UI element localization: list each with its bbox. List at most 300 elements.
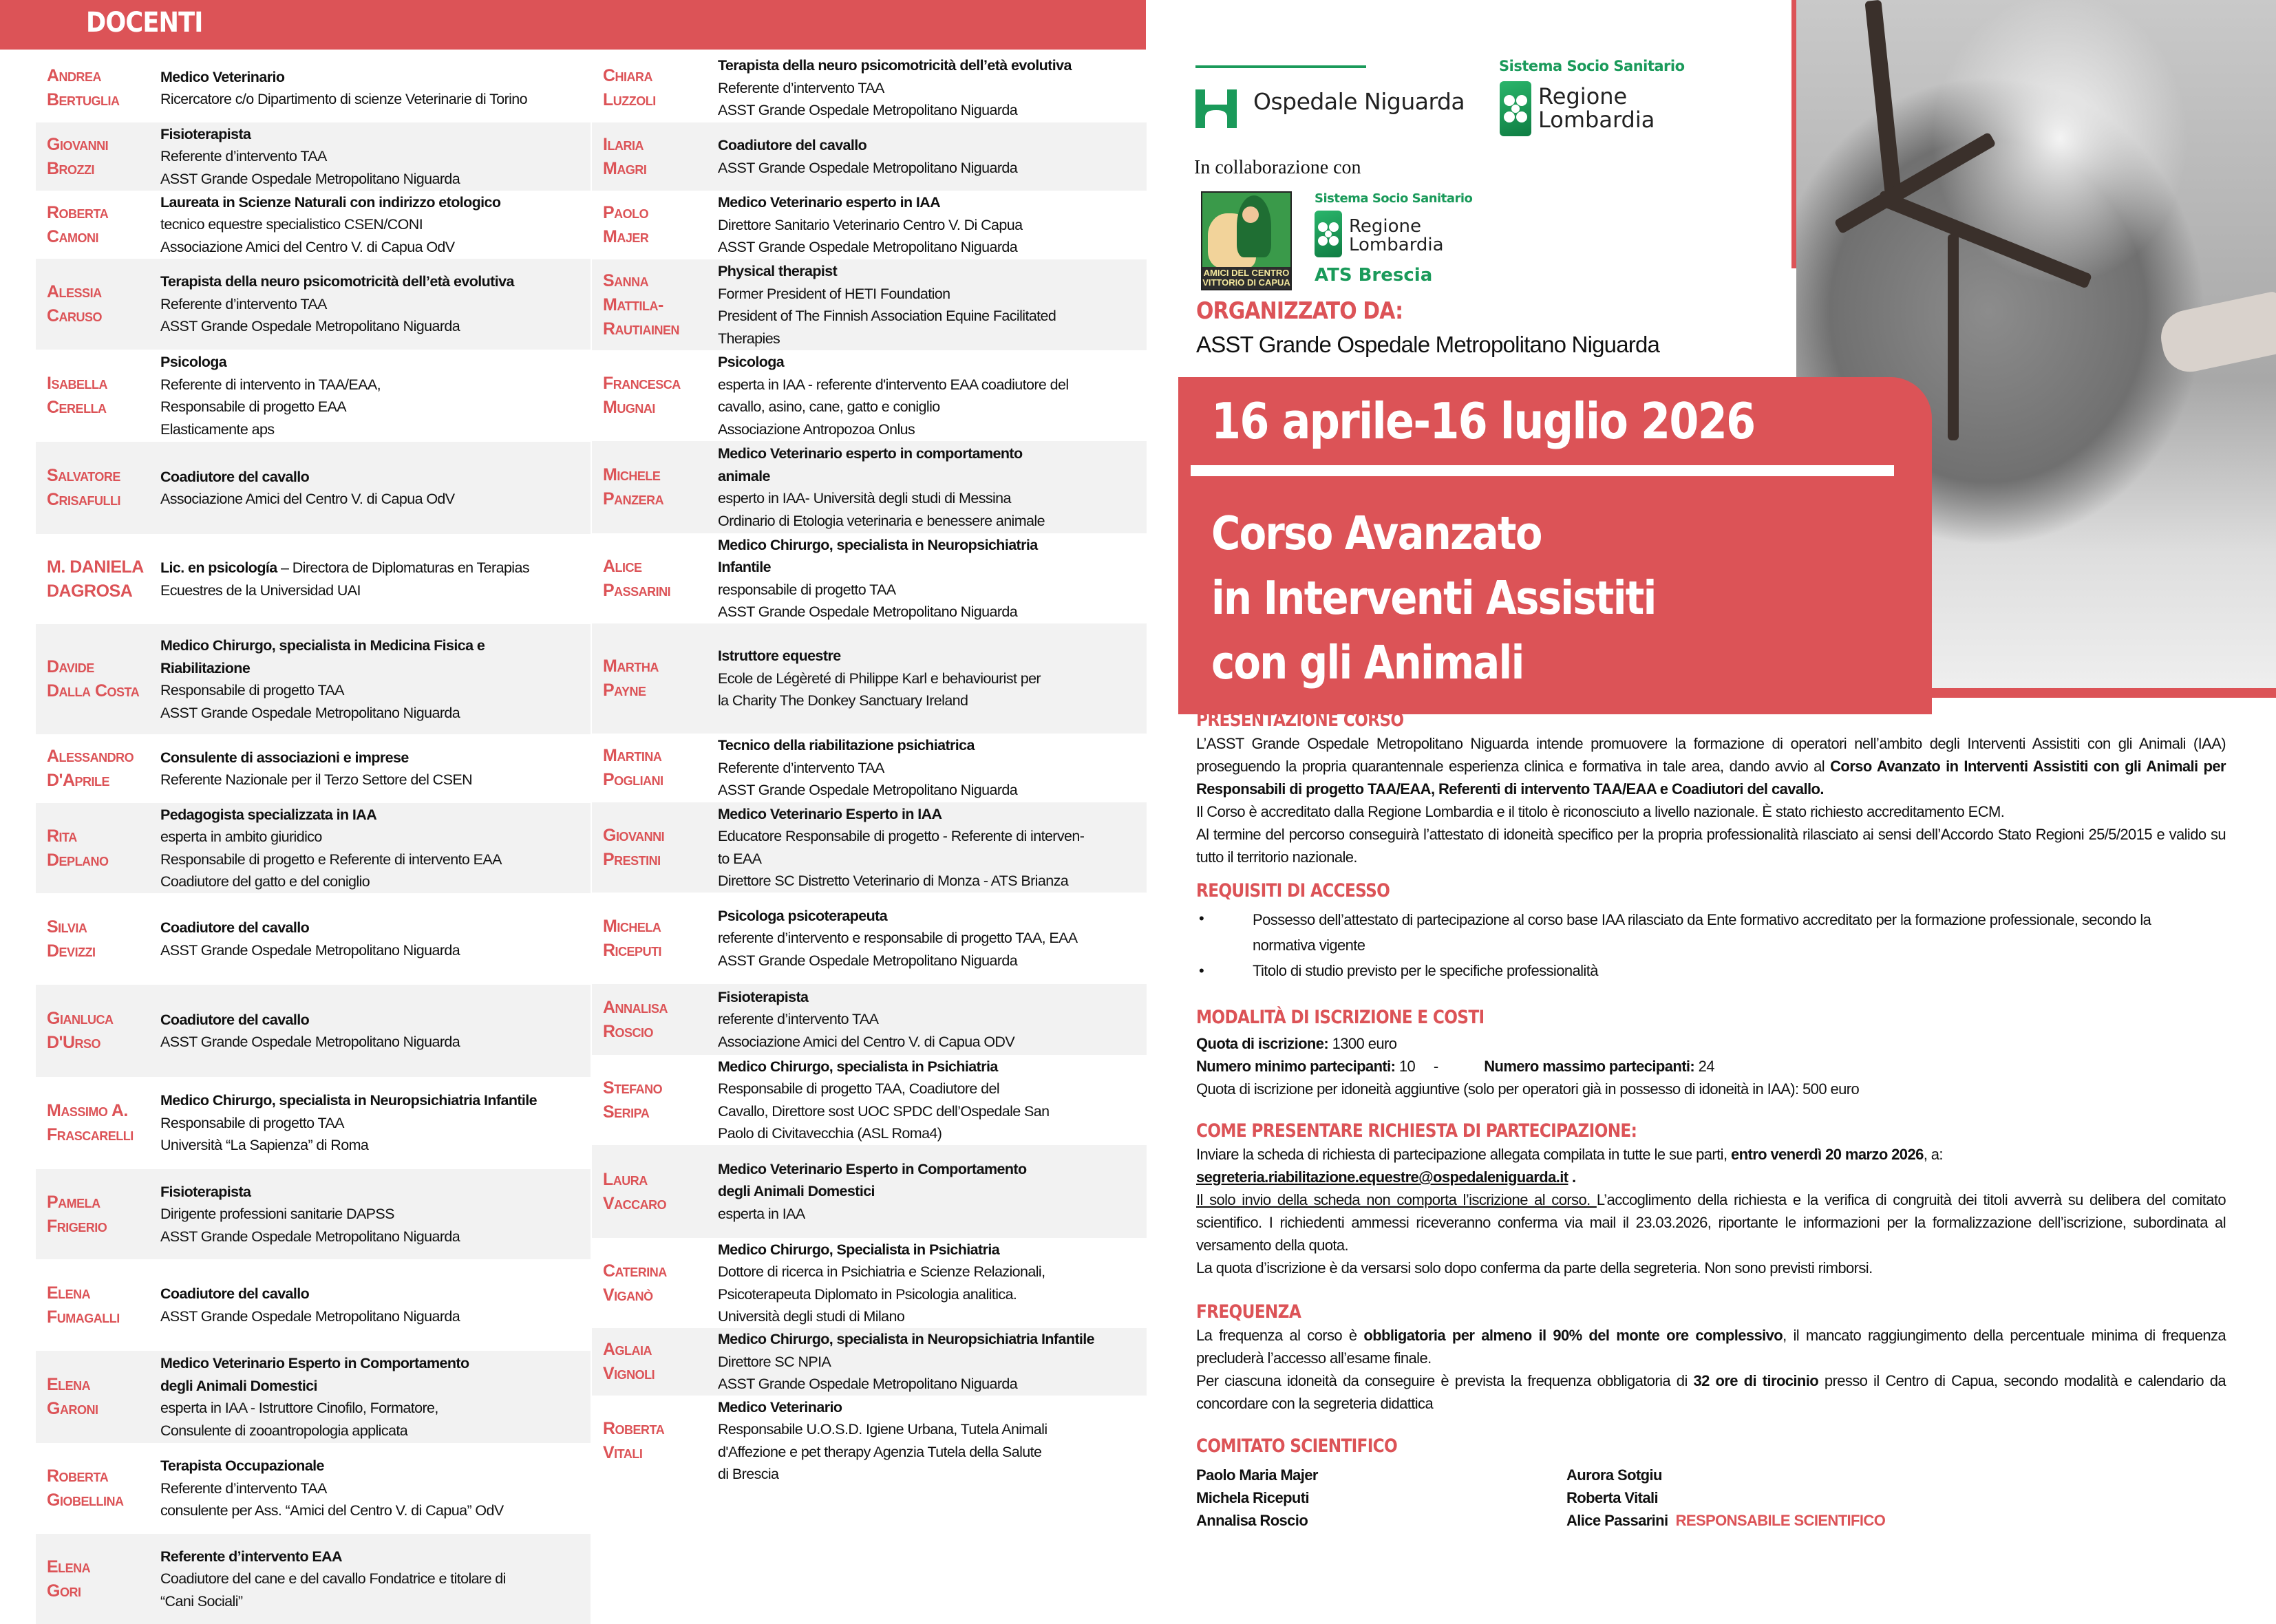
docente-role: Fisioterapista <box>160 125 251 142</box>
docente-last-name-2: Rautiainen <box>603 319 680 339</box>
docente-name <box>592 1259 718 1307</box>
docente-name <box>36 280 160 328</box>
photo-divider <box>1791 0 1796 268</box>
docente-description <box>718 1158 1147 1226</box>
docente-role-suffix: – Directora de Diplomaturas en Terapias <box>277 559 529 576</box>
docente-first-name: Elena <box>47 1557 91 1577</box>
docente-detail: Coadiutore del gatto e del coniglio <box>160 873 370 890</box>
section-presentazione <box>1196 709 2226 868</box>
docente-description <box>718 351 1147 440</box>
docente-role: Fisioterapista <box>718 988 809 1005</box>
docente-first-name: Elena <box>47 1375 91 1394</box>
docente-detail: Cavallo, Direttore sost UOC SPDC dell’Ospedale San <box>718 1102 1050 1120</box>
participants-line <box>1196 1055 2226 1078</box>
docente-description <box>160 270 591 338</box>
requisiti-item <box>1196 959 2226 982</box>
docente-detail: Responsabile U.O.S.D. Igiene Urbana, Tutela Animali <box>718 1421 1047 1438</box>
docente-detail: Associazione Antropozoa Onlus <box>718 420 915 438</box>
docente-last-name: Crisafulli <box>47 490 121 509</box>
docente-detail: Ecuestres de la Universidad UAI <box>160 581 361 599</box>
docente-detail: ASST Grande Ospedale Metropolitano Niguarda <box>718 603 1018 620</box>
docente-last-name: Roscio <box>603 1021 654 1041</box>
docente-first-name: Giovanni <box>603 825 665 845</box>
docente-row <box>592 623 1147 734</box>
docente-first-name: Isabella <box>47 374 107 393</box>
docente-last-name: Brozzi <box>47 158 95 178</box>
docente-detail: Referente d’intervento TAA <box>160 1479 327 1497</box>
richiesta-heading: COME PRESENTARE RICHIESTA DI PARTECIPAZIONE: <box>1196 1120 1637 1142</box>
max-participants-value: 24 <box>1694 1058 1714 1075</box>
docente-name <box>36 1007 160 1055</box>
presentazione-text: L’ASST Grande Ospedale Metropolitano Niguarda intende promuovere la formazione di operatori nell’ambito degli Interventi Assistiti con gli Animali (IAA) proseguendo la propria quarantennale esperienza clinica e formativa in tale area, dando avvio al <box>1196 735 2226 775</box>
docente-name <box>36 1373 160 1421</box>
sistema-socio-sanitario-text-2: Sistema Socio Sanitario <box>1315 191 1473 206</box>
docente-role: Consulente di associazioni e imprese <box>160 749 409 766</box>
docente-row <box>592 1055 1147 1145</box>
comitato-member: Paolo Maria Majer <box>1196 1466 1318 1484</box>
docente-detail: ASST Grande Ospedale Metropolitano Niguarda <box>718 159 1018 176</box>
richiesta-procedure: L’accoglimento della richiesta e la verifica di congruità dei titoli avverrà su delibera del comitato scientifico. I richiedenti ammessi riceveranno conferma via mail il 23.03.2026, riportante le informazioni per la formalizzazione dell’iscrizione, subordinata al versamento della quota. <box>1196 1191 2226 1254</box>
quota-line <box>1196 1032 2226 1055</box>
capua-logo-text <box>1202 267 1290 289</box>
docente-detail: Ecole de Légèreté di Philippe Karl e behaviourist per <box>718 670 1041 687</box>
docente-description <box>718 1239 1147 1328</box>
docente-name <box>36 1555 160 1603</box>
docente-description <box>160 917 591 961</box>
docente-first-name: Martha <box>603 656 659 676</box>
docente-detail: Dirigente professioni sanitarie DAPSS <box>160 1206 394 1223</box>
docente-first-name: Michela <box>603 916 661 936</box>
presentazione-paragraph-1 <box>1196 732 2226 800</box>
docente-description <box>160 1455 591 1522</box>
section-frequenza <box>1196 1301 2226 1415</box>
richiesta-paragraph-2 <box>1196 1188 2226 1257</box>
min-participants-label: Numero minimo partecipanti: <box>1196 1058 1396 1075</box>
docente-description <box>718 54 1147 122</box>
docente-description <box>718 442 1147 532</box>
hand <box>2156 290 2276 376</box>
docente-row <box>36 803 591 893</box>
docente-role-cont: degli Animali Domestici <box>718 1183 875 1200</box>
requisiti-item-text: Possesso dell’attestato di partecipazione al corso base IAA rilasciato da Ente formativo accreditato per la formazione professionale, secondo la normativa vigente <box>1253 911 2151 954</box>
docente-last-name: Mugnai <box>603 398 655 417</box>
richiesta-text: Inviare la scheda di richiesta di partecipazione allegata compilata in tutte le sue parti, <box>1196 1146 1731 1163</box>
frequenza-text-end: , il mancato raggiungimento della percentuale minima di frequenza precluderà l’accesso all’esame finale. <box>1196 1327 2226 1367</box>
docente-detail: ASST Grande Ospedale Metropolitano Niguarda <box>160 1307 460 1325</box>
email-link[interactable]: segreteria.riabilitazione.equestre@ospedaleniguarda.it <box>1196 1168 1568 1186</box>
course-title-box <box>1178 377 1932 714</box>
docente-detail: ASST Grande Ospedale Metropolitano Niguarda <box>160 704 460 721</box>
docente-role: Medico Veterinario esperto in comportamento <box>718 445 1023 462</box>
docente-last-name: Caruso <box>47 306 103 325</box>
docente-last-name: Prestini <box>603 849 661 869</box>
amici-centro-capua-logo <box>1201 191 1292 290</box>
docente-detail: Paolo di Civitavecchia (ASL Roma4) <box>718 1125 942 1142</box>
docente-detail: referente d’intervento TAA <box>718 1011 879 1028</box>
docente-last-name: Vitali <box>603 1442 643 1462</box>
docente-role: Coadiutore del cavallo <box>160 1285 310 1302</box>
docente-first-name: Davide <box>47 657 94 676</box>
docente-first-name: Andrea <box>47 66 102 85</box>
tirocinio-text-end: presso il Centro di Capua, secondo modalità e calendario da concordare con la segreteria didattica <box>1196 1372 2226 1412</box>
docente-first-name: Roberta <box>47 202 109 222</box>
docente-last-name: Payne <box>603 681 646 700</box>
sistema-socio-sanitario-text: Sistema Socio Sanitario <box>1499 58 1685 74</box>
frequenza-requirement: obbligatoria per almeno il 90% del monte ore complessivo <box>1363 1327 1783 1344</box>
docente-description <box>718 1056 1147 1145</box>
docente-detail: Educatore Responsabile di progetto - Referente di interven- <box>718 828 1085 844</box>
richiesta-notice: Il solo invio della scheda non comporta l’iscrizione al corso. <box>1196 1191 1597 1208</box>
docente-first-name: Chiara <box>603 66 653 85</box>
docente-last-name: D'Aprile <box>47 771 110 790</box>
docente-detail: esperta in IAA - referente d'intervento EAA coadiutore del <box>718 376 1069 393</box>
docente-name <box>36 555 160 603</box>
docente-description <box>718 986 1147 1054</box>
docente-detail: Dottore di ricerca in Psichiatria e Scienze Relazionali, <box>718 1263 1045 1280</box>
lombardia-text: Lombardia <box>1538 107 1655 133</box>
docente-detail: referente d’intervento e responsabile di progetto TAA, EAA <box>718 930 1078 947</box>
docente-detail: esperta in IAA - Istruttore Cinofilo, Formatore, <box>160 1400 438 1416</box>
docente-detail: Consulente di zooantropologia applicata <box>160 1422 408 1439</box>
docente-detail: Psicoterapeuta Diplomato in Psicologia analitica. <box>718 1285 1017 1303</box>
docente-row <box>592 1145 1147 1238</box>
docente-first-name: Ilaria <box>603 134 644 154</box>
docente-last-name: Camoni <box>47 226 99 246</box>
docente-name <box>592 463 718 511</box>
docente-first-name: Rita <box>47 826 77 846</box>
docente-role: Physical therapist <box>718 263 838 279</box>
docente-row <box>36 1259 591 1351</box>
docenti-title: DOCENTI <box>86 7 203 39</box>
docente-row <box>36 191 591 259</box>
regione-text-2: Regione <box>1349 216 1422 237</box>
docente-row <box>592 259 1147 350</box>
frequenza-heading: FREQUENZA <box>1196 1301 1301 1323</box>
docente-row <box>36 1443 591 1534</box>
halter-strap <box>1876 190 2092 289</box>
presentazione-paragraph-2: Il Corso è accreditato dalla Regione Lombardia e il titolo è riconosciuto a livello nazionale. È stato richiesto accreditamento ECM. <box>1196 803 2005 820</box>
organizzato-org: ASST Grande Ospedale Metropolitano Niguarda <box>1196 332 1660 357</box>
docente-first-name: Alessia <box>47 282 102 301</box>
docente-name <box>36 1190 160 1239</box>
docente-description <box>718 734 1147 802</box>
docente-name <box>592 915 718 963</box>
docente-first-name: Aglaia <box>603 1340 652 1359</box>
comitato-member: Aurora Sotgiu <box>1566 1466 1662 1484</box>
docente-role: Medico Veterinario <box>718 1398 842 1415</box>
niguarda-rule <box>1195 65 1366 68</box>
docente-name <box>36 745 160 793</box>
email-period: . <box>1568 1168 1576 1186</box>
docente-role: Coadiutore del cavallo <box>160 468 310 485</box>
docente-detail: consulente per Ass. “Amici del Centro V. di Capua” OdV <box>160 1502 504 1519</box>
docente-role-cont: degli Animali Domestici <box>160 1377 317 1394</box>
docente-name <box>592 555 718 603</box>
docente-row <box>36 259 591 350</box>
docente-detail: President of The Finnish Association Equine Facilitated <box>718 308 1056 324</box>
docente-detail: Associazione Amici del Centro V. di Capua OdV <box>160 491 455 507</box>
docente-description <box>718 1328 1147 1396</box>
docente-last-name: DAGROSA <box>47 581 133 601</box>
docente-detail: Università “La Sapienza” di Roma <box>160 1137 369 1154</box>
docente-description <box>718 905 1147 972</box>
tirocinio-text: Per ciascuna idoneità da conseguire è prevista la frequenza obbligatoria di <box>1196 1372 1694 1389</box>
docente-last-name: Fumagalli <box>47 1307 120 1327</box>
docente-role: Terapista Occupazionale <box>160 1457 324 1475</box>
docente-detail: “Cani Sociali” <box>160 1592 243 1610</box>
requisiti-heading: REQUISITI DI ACCESSO <box>1196 880 1390 901</box>
docente-description <box>718 191 1147 259</box>
ats-brescia-text: ATS Brescia <box>1315 265 1433 286</box>
halter-strap <box>1864 0 1902 206</box>
docente-first-name: Michele <box>603 465 661 484</box>
section-modalita <box>1196 1006 2226 1100</box>
docente-detail: Responsabile di progetto TAA <box>160 1114 344 1131</box>
docente-detail: Responsabile di progetto EAA <box>160 398 347 415</box>
docente-detail: Former President of HETI Foundation <box>718 285 950 302</box>
docente-first-name: Laura <box>603 1169 648 1189</box>
docente-role: Fisioterapista <box>160 1183 251 1200</box>
docente-row <box>592 1238 1147 1328</box>
docente-role: Pedagogista specializzata in IAA <box>160 806 377 823</box>
bullet-icon: • <box>1199 962 1204 979</box>
docente-first-name: Annalisa <box>603 997 668 1017</box>
comitato-member: Alice Passarini <box>1566 1512 1668 1529</box>
docente-role: Terapista della neuro psicomotricità dell’età evolutiva <box>718 57 1072 74</box>
docente-name <box>592 1168 718 1216</box>
requisiti-item <box>1196 907 2226 958</box>
docente-role: Psicologa psicoterapeuta <box>718 907 888 924</box>
docente-name <box>592 1076 718 1124</box>
docente-first-name: Salvatore <box>47 466 120 485</box>
docente-last-name: Frascarelli <box>47 1125 134 1144</box>
docente-detail: esperto in IAA- Università degli studi di Messina <box>718 490 1011 506</box>
docente-last-name: Viganò <box>603 1285 653 1305</box>
docente-role: Psicologa <box>160 354 227 370</box>
docente-description <box>160 747 591 791</box>
docente-row <box>592 1396 1147 1486</box>
docente-detail: ASST Grande Ospedale Metropolitano Niguarda <box>160 1228 460 1245</box>
docente-role: Medico Veterinario Esperto in Comportamento <box>718 1160 1027 1177</box>
docente-row <box>36 122 591 191</box>
docente-first-name: Roberta <box>47 1466 109 1486</box>
docente-detail: ASST Grande Ospedale Metropolitano Niguarda <box>160 941 460 959</box>
docente-first-name: Martina <box>603 746 662 765</box>
docente-detail: tecnico equestre specialistico CSEN/CONI <box>160 216 423 233</box>
docente-description <box>160 66 591 111</box>
modalita-heading: MODALITÀ DI ISCRIZIONE E COSTI <box>1196 1007 1485 1028</box>
docente-first-name: M. DANIELA <box>47 557 144 577</box>
docente-name <box>36 372 160 420</box>
capua-face-shape <box>1242 206 1259 223</box>
docente-description <box>718 534 1147 623</box>
presentazione-paragraph-3: Al termine del percorso conseguirà l’attestato di idoneità specifico per la propria professionalità rilasciato ai sensi dell’Accordo Stato Regioni 25/5/2015 e valido su tutto il territorio nazionale. <box>1196 826 2226 866</box>
docente-detail: Referente di intervento in TAA/EAA, <box>160 376 381 393</box>
docente-first-name: Silvia <box>47 917 87 937</box>
docente-description <box>160 191 591 259</box>
docente-name <box>36 824 160 873</box>
docente-row <box>36 1169 591 1259</box>
docente-role: Laureata in Scienze Naturali con indirizzo etologico <box>160 193 501 211</box>
docente-last-name: Majer <box>603 227 649 246</box>
docente-detail: Direttore SC NPIA <box>718 1353 831 1370</box>
docente-row <box>36 54 591 122</box>
docente-detail: Referente d’intervento TAA <box>718 759 884 776</box>
docente-role: Coadiutore del cavallo <box>160 1011 310 1028</box>
docente-name <box>592 269 718 341</box>
docente-role: Medico Chirurgo, specialista in Medicina Fisica e <box>160 637 485 654</box>
niguarda-logo-icon <box>1195 89 1237 128</box>
docente-last-name: Dalla Costa <box>47 681 140 701</box>
docente-role-cont: Infantile <box>718 559 772 575</box>
presentazione-heading: PRESENTAZIONE CORSO <box>1196 709 1404 731</box>
docente-first-name: Sanna <box>603 270 649 290</box>
docente-detail: d'Affezione e pet therapy Agenzia Tutela della Salute <box>718 1443 1042 1460</box>
docente-last-name: Devizzi <box>47 941 96 961</box>
docente-detail: la Charity The Donkey Sanctuary Ireland <box>718 692 968 709</box>
docente-description <box>160 1546 591 1613</box>
docente-role: Medico Veterinario Esperto in Comportamento <box>160 1355 469 1371</box>
docente-name <box>592 1338 718 1386</box>
section-requisiti <box>1196 879 2226 982</box>
docente-row <box>36 442 591 534</box>
docente-detail: Referente d’intervento TAA <box>160 148 327 165</box>
docente-name <box>592 654 718 703</box>
docente-last-name: Seripa <box>603 1102 650 1122</box>
docente-first-name: Francesca <box>603 374 681 393</box>
docente-last-name: Riceputi <box>603 940 662 960</box>
presentazione-course-name: Corso Avanzato in Interventi Assistiti con gli Animali per Responsabili di progetto TAA/EAA, Referenti di intervento TAA/EAA e Coadiutori del cavallo. <box>1196 758 2226 798</box>
docente-row <box>36 624 591 734</box>
quota-label: Quota di iscrizione: <box>1196 1035 1329 1052</box>
docente-detail: ASST Grande Ospedale Metropolitano Niguarda <box>160 170 460 187</box>
docente-description <box>718 645 1147 712</box>
docente-detail: Ricercatore c/o Dipartimento di scienze Veterinarie di Torino <box>160 91 528 107</box>
docente-role: Lic. en psicología <box>160 559 277 576</box>
richiesta-deadline: entro venerdì 20 marzo 2026 <box>1731 1146 1924 1163</box>
docente-row <box>36 1534 591 1624</box>
docente-row <box>36 985 591 1077</box>
capua-person-shape <box>1237 195 1271 257</box>
docente-role: Istruttore equestre <box>718 648 841 665</box>
docente-row <box>36 734 591 803</box>
docente-last-name: Frigerio <box>47 1216 107 1236</box>
docente-last-name: D'Urso <box>47 1033 101 1052</box>
bullet-icon: • <box>1199 910 1204 927</box>
docente-role: Medico Veterinario esperto in IAA <box>718 194 941 211</box>
docente-description <box>160 804 591 893</box>
docente-detail: cavallo, asino, cane, gatto e coniglio <box>718 398 940 415</box>
requisiti-item-text: Titolo di studio previsto per le specifiche professionalità <box>1253 962 1598 979</box>
comitato-member-with-role <box>1566 1509 1979 1532</box>
docente-detail: Ordinario di Etologia veterinaria e benessere animale <box>718 512 1045 529</box>
regione-text: Regione <box>1538 83 1628 109</box>
docente-detail: ASST Grande Ospedale Metropolitano Niguarda <box>718 1376 1018 1393</box>
docente-detail: ASST Grande Ospedale Metropolitano Niguarda <box>160 318 460 335</box>
docente-row <box>592 893 1147 984</box>
frequenza-text: La frequenza al corso è <box>1196 1327 1364 1344</box>
docente-role: Psicologa <box>718 354 785 370</box>
quota-value: 1300 euro <box>1328 1035 1397 1052</box>
docente-description <box>160 1009 591 1054</box>
docente-row <box>592 54 1147 122</box>
comitato-members <box>1196 1464 2226 1532</box>
regione-lombardia-logo-icon <box>1500 81 1531 136</box>
docente-description <box>160 351 591 440</box>
docente-row <box>36 1351 591 1443</box>
docente-row <box>592 191 1147 259</box>
docente-last-name: Vignoli <box>603 1364 655 1383</box>
docente-role: Coadiutore del cavallo <box>160 919 310 936</box>
docente-description <box>160 1181 591 1248</box>
lombardia-text-2: Lombardia <box>1349 235 1444 255</box>
extra-fee-line: Quota di iscrizione per idoneità aggiuntive (solo per operatori già in possesso di idoneità in IAA): 500 euro <box>1196 1080 1860 1098</box>
docente-role: Medico Chirurgo, specialista in Neuropsichiatria Infantile <box>160 1092 538 1109</box>
docente-detail: esperta in IAA <box>718 1205 805 1222</box>
docente-first-name: Pamela <box>47 1192 100 1212</box>
docente-first-name: Stefano <box>603 1078 663 1098</box>
docente-description <box>160 557 591 601</box>
course-title-line-1: Corso Avanzato <box>1211 506 1542 560</box>
docente-description <box>160 1352 591 1442</box>
frequenza-paragraph-2 <box>1196 1369 2226 1415</box>
course-title-line-3: con gli Animali <box>1211 636 1524 690</box>
docente-row <box>592 802 1147 893</box>
docente-detail: Therapies <box>718 330 780 347</box>
docente-first-name: Massimo A. <box>47 1101 128 1120</box>
docente-detail: responsabile di progetto TAA <box>718 581 896 598</box>
docente-detail: Direttore SC Distretto Veterinario di Monza - ATS Brianza <box>718 873 1069 889</box>
course-title <box>1211 501 1656 695</box>
docente-description <box>160 1283 591 1327</box>
separator: - <box>1433 1058 1438 1075</box>
docenti-header <box>0 0 1146 50</box>
docenti-column-right <box>592 54 1147 1486</box>
docente-last-name: Pogliani <box>603 770 663 789</box>
docente-role: Medico Veterinario <box>160 68 285 85</box>
docente-name <box>36 1464 160 1513</box>
docente-role: Medico Chirurgo, Specialista in Psichiatria <box>718 1241 1000 1258</box>
docente-last-name: Giobellina <box>47 1491 124 1510</box>
docente-detail: Responsabile di progetto TAA, Coadiutore del <box>718 1080 1000 1097</box>
docente-description <box>718 1396 1147 1486</box>
docente-row <box>592 122 1147 191</box>
docente-description <box>718 134 1147 179</box>
capua-logo-line-1: AMICI DEL CENTRO <box>1203 268 1290 278</box>
comitato-heading: COMITATO SCIENTIFICO <box>1196 1435 1398 1457</box>
docente-row <box>592 533 1147 623</box>
docente-detail: Associazione Amici del Centro V. di Capua OdV <box>160 238 455 255</box>
docente-role: Referente d’intervento EAA <box>160 1548 342 1565</box>
docente-row <box>36 1077 591 1169</box>
docente-detail: ASST Grande Ospedale Metropolitano Niguarda <box>718 952 1018 969</box>
docente-detail: ASST Grande Ospedale Metropolitano Niguarda <box>160 1034 460 1050</box>
docente-detail: esperta in ambito giuridico <box>160 829 322 845</box>
docente-last-name: Garoni <box>47 1399 98 1418</box>
email-line <box>1196 1166 2226 1188</box>
collaboration-label: In collaborazione con <box>1194 157 1361 178</box>
docente-name <box>36 655 160 703</box>
docente-role: Tecnico della riabilitazione psichiatrica <box>718 737 975 754</box>
docente-detail: Responsabile di progetto TAA <box>160 682 344 698</box>
docente-first-name: Paolo <box>603 203 649 222</box>
docente-last-name: Vaccaro <box>603 1193 667 1213</box>
responsabile-scientifico-label: RESPONSABILE SCIENTIFICO <box>1675 1512 1886 1529</box>
docente-row <box>36 893 591 985</box>
comitato-member: Roberta Vitali <box>1566 1489 1659 1506</box>
docente-first-name: Alice <box>603 556 642 576</box>
richiesta-line-1 <box>1196 1143 2226 1166</box>
